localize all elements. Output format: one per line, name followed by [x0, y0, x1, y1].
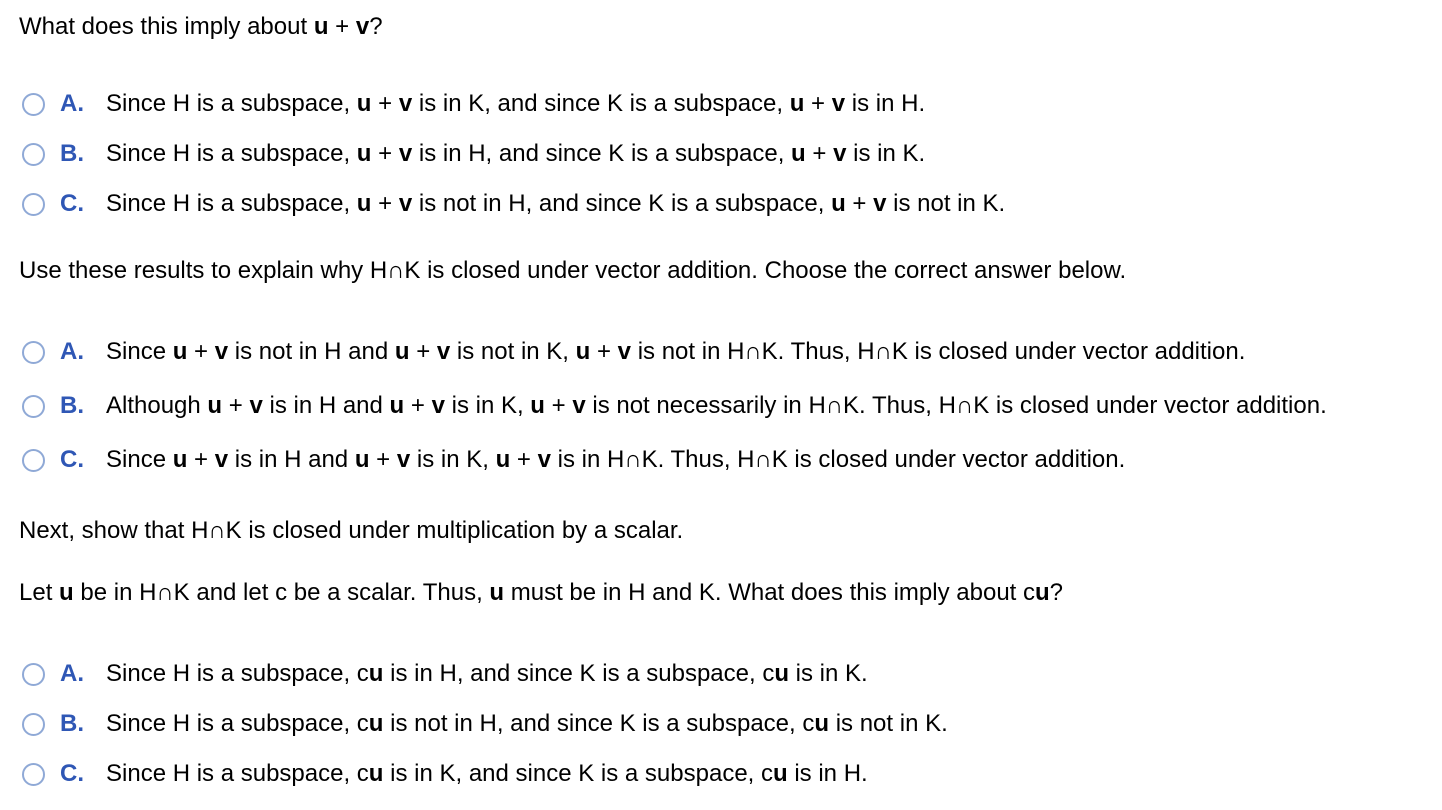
option-letter: B. — [60, 140, 84, 167]
option-text: Since H is a subspace, cu is in H, and since K is a subspace, cu is in K. — [106, 660, 868, 687]
vector-symbol: u — [791, 140, 806, 167]
vector-symbol: v — [537, 446, 551, 473]
radio-button-icon[interactable] — [22, 663, 45, 686]
q1-option-a[interactable] — [22, 89, 925, 119]
vector-symbol: u — [774, 660, 789, 687]
vector-symbol: u — [530, 392, 545, 419]
vector-symbol: v — [436, 338, 451, 365]
option-text: Since H is a subspace, u + v is not in H, and since K is a subspace, u + v is not in K. — [106, 190, 1006, 217]
option-text: Since H is a subspace, cu is not in H, and since K is a subspace, cu is not in K. — [106, 710, 948, 737]
vector-symbol: u — [495, 446, 511, 473]
option-letter: A. — [60, 660, 84, 687]
vector-symbol: u — [354, 446, 370, 473]
q2-option-c[interactable] — [22, 445, 1125, 475]
vector-symbol: v — [398, 90, 413, 117]
vector-symbol: u — [207, 392, 223, 419]
vector-symbol: v — [617, 338, 632, 365]
q2-option-a[interactable] — [22, 337, 1245, 367]
vector-symbol: u — [575, 338, 591, 365]
question-2-prompt: Use these results to explain why H∩K is closed under vector addition. Choose the correct answer below. — [19, 257, 1127, 284]
q2-option-b[interactable] — [22, 391, 1327, 421]
vector-symbol: u — [814, 710, 830, 737]
vector-symbol: u — [1035, 579, 1050, 606]
vector-symbol: v — [214, 446, 229, 473]
vector-symbol: v — [873, 190, 887, 217]
vector-symbol: u — [789, 90, 805, 117]
q3-option-a[interactable] — [22, 659, 868, 689]
vector-symbol: u — [356, 190, 372, 217]
vector-symbol: v — [396, 446, 411, 473]
vector-symbol: u — [773, 760, 788, 787]
radio-button-icon[interactable] — [22, 763, 45, 786]
option-letter: A. — [60, 338, 84, 365]
vector-symbol: u — [368, 660, 384, 687]
radio-button-icon[interactable] — [22, 193, 45, 216]
option-letter: B. — [60, 710, 84, 737]
vector-symbol: u — [313, 13, 329, 40]
radio-button-icon[interactable] — [22, 143, 45, 166]
vector-symbol: u — [489, 579, 505, 606]
vector-symbol: u — [394, 338, 410, 365]
radio-button-icon[interactable] — [22, 395, 45, 418]
radio-button-icon[interactable] — [22, 93, 45, 116]
vector-symbol: u — [59, 579, 74, 606]
option-letter: A. — [60, 90, 84, 117]
vector-symbol: v — [431, 392, 445, 419]
vector-symbol: v — [831, 90, 846, 117]
vector-symbol: v — [833, 140, 847, 167]
vector-symbol: u — [831, 190, 846, 217]
option-letter: B. — [60, 392, 84, 419]
q3-option-b[interactable] — [22, 709, 948, 739]
option-letter: C. — [60, 446, 84, 473]
vector-symbol: u — [356, 140, 372, 167]
option-letter: C. — [60, 190, 84, 217]
vector-symbol: v — [398, 140, 413, 167]
vector-symbol: u — [172, 338, 188, 365]
option-letter: C. — [60, 760, 84, 787]
vector-symbol: u — [368, 760, 384, 787]
option-text: Since H is a subspace, u + v is in K, and since K is a subspace, u + v is in H. — [106, 90, 926, 117]
radio-button-icon[interactable] — [22, 449, 45, 472]
option-text: Since u + v is in H and u + v is in K, u + v is in H∩K. Thus, H∩K is closed under vector addition. — [106, 446, 1126, 473]
scalar-instruction: Next, show that H∩K is closed under multiplication by a scalar. — [19, 517, 684, 544]
vector-symbol: u — [172, 446, 188, 473]
vector-symbol: u — [389, 392, 405, 419]
q1-option-c[interactable] — [22, 189, 1005, 219]
option-text: Since H is a subspace, u + v is in H, and since K is a subspace, u + v is in K. — [106, 140, 926, 167]
vector-symbol: v — [249, 392, 263, 419]
option-text: Since H is a subspace, cu is in K, and since K is a subspace, cu is in H. — [106, 760, 868, 787]
q1-option-b[interactable] — [22, 139, 925, 169]
option-text: Since u + v is not in H and u + v is not in K, u + v is not in H∩K. Thus, H∩K is closed under vector addition. — [106, 338, 1246, 365]
vector-symbol: v — [214, 338, 229, 365]
q3-option-c[interactable] — [22, 759, 868, 789]
vector-symbol: u — [368, 710, 384, 737]
vector-symbol: v — [398, 190, 413, 217]
vector-symbol: u — [356, 90, 372, 117]
option-text: Although u + v is in H and u + v is in K, u + v is not necessarily in H∩K. Thus, H∩K is closed under vector addition. — [106, 392, 1327, 419]
question-3-prompt: Let u be in H∩K and let c be a scalar. Thus, u must be in H and K. What does this imply about cu? — [19, 579, 1064, 606]
vector-symbol: v — [572, 392, 586, 419]
vector-symbol: v — [355, 13, 370, 40]
radio-button-icon[interactable] — [22, 341, 45, 364]
radio-button-icon[interactable] — [22, 713, 45, 736]
question-1-prompt: What does this imply about u + v? — [19, 13, 383, 40]
